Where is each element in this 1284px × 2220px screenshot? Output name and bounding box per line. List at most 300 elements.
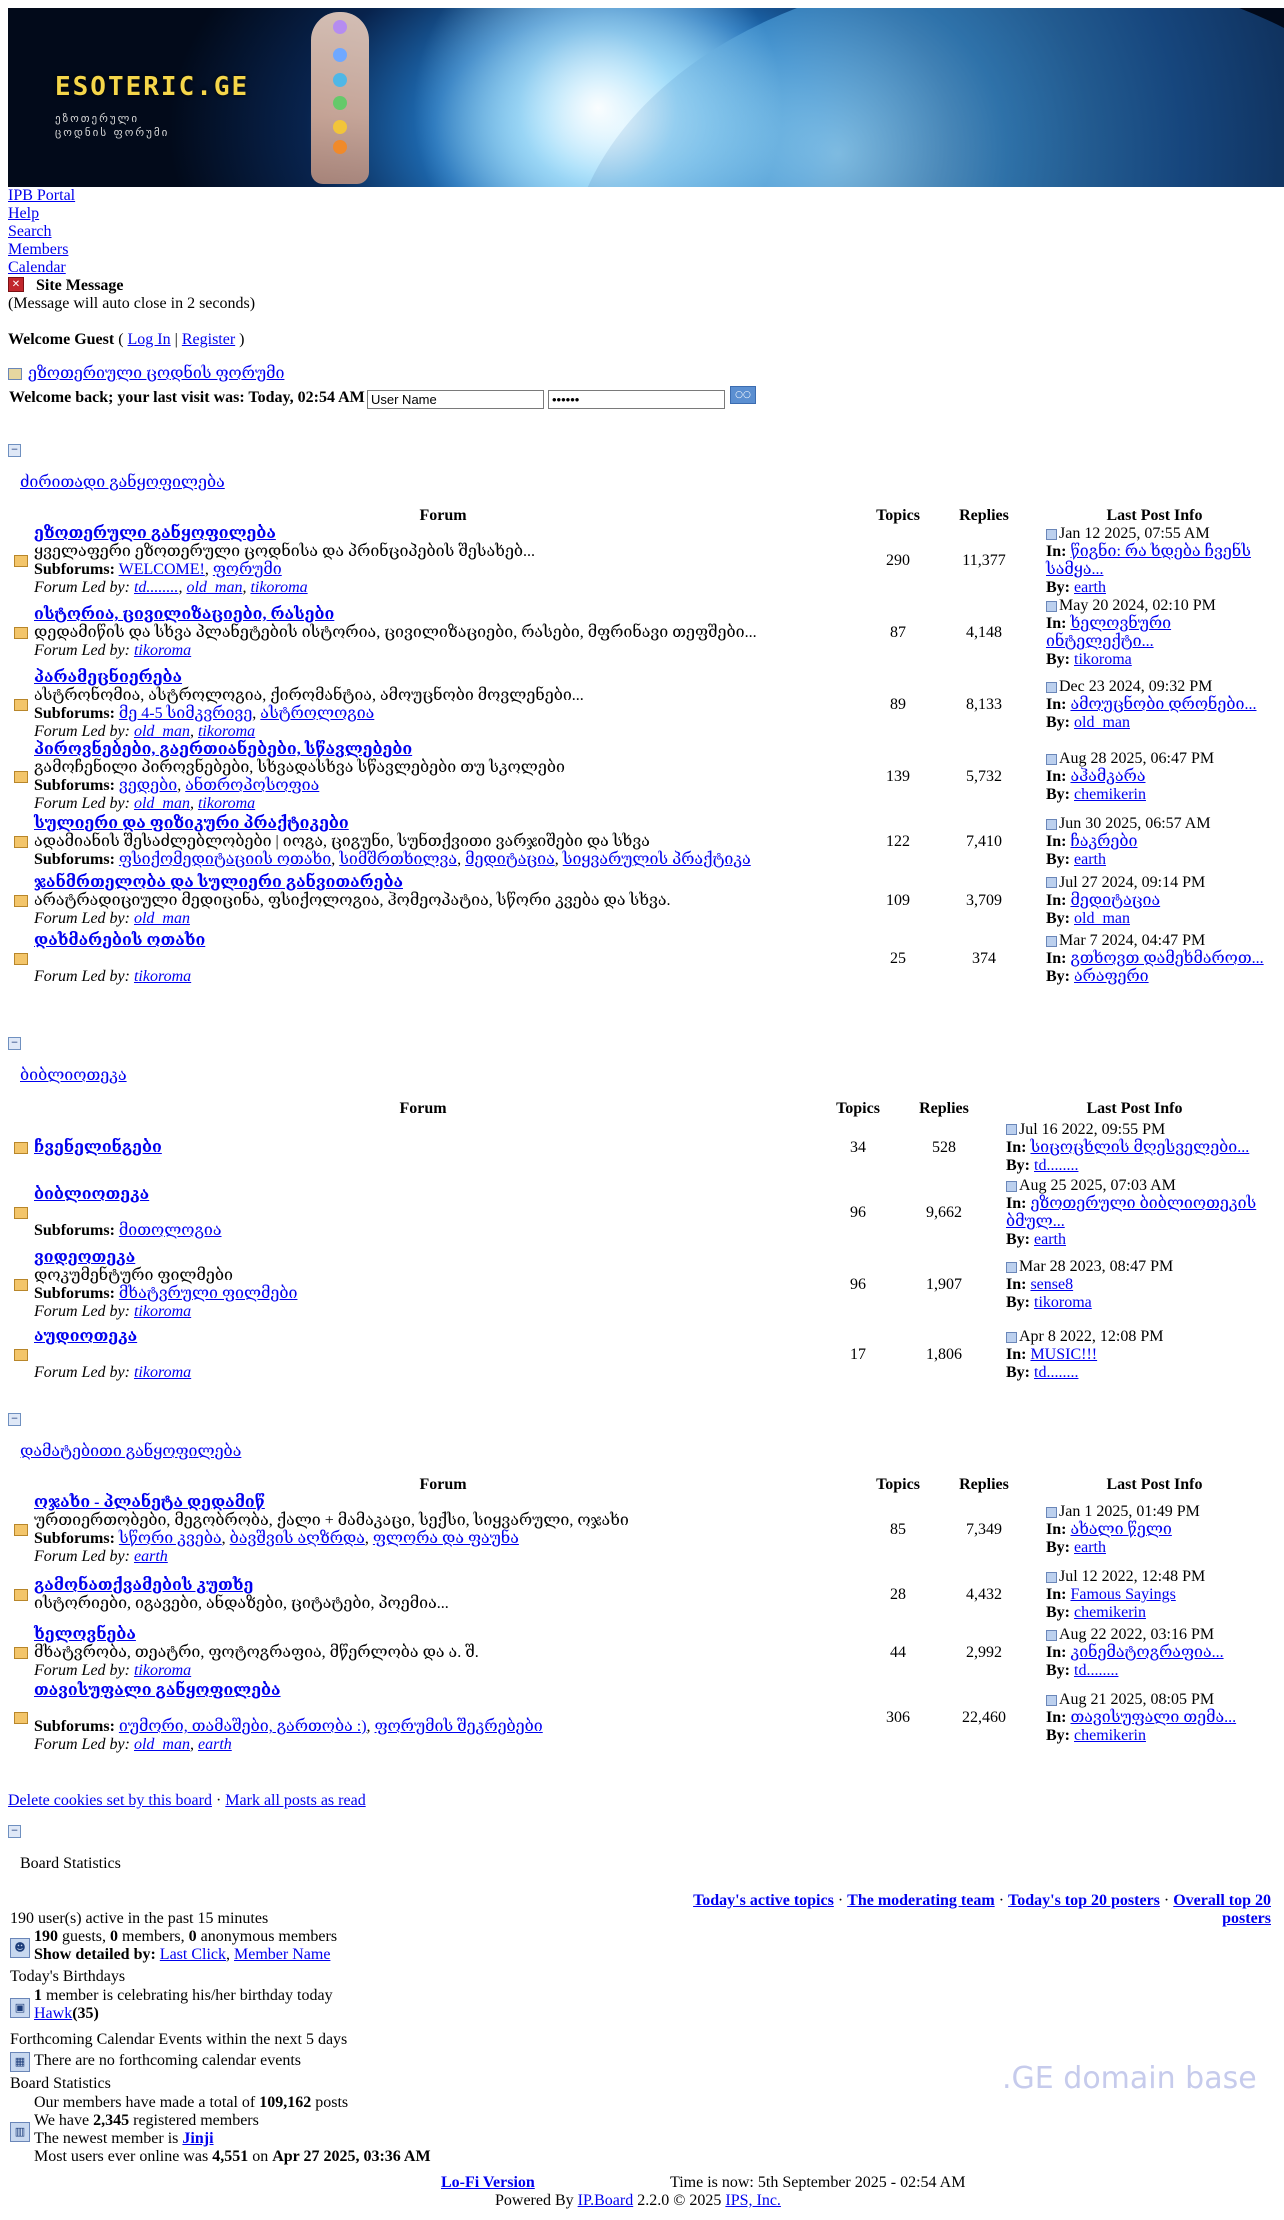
forum-table-header: [8, 507, 1279, 525]
last-post-icon[interactable]: [1046, 1507, 1057, 1518]
forum-description: ადამიანის შესაძლებლობები | იოგა, ციგუნი, სუნთქვითი ვარჯიშები და სხვა: [34, 833, 650, 850]
last-post-topic-link[interactable]: თავისუფალი თემა...: [1070, 1709, 1237, 1726]
site-message-note: (Message will auto close in 2 seconds): [8, 295, 256, 312]
subforum-link[interactable]: მე 4-5 სიმკვრივე: [118, 705, 253, 722]
lofi-link[interactable]: Lo-Fi Version: [441, 2174, 535, 2191]
powered-by-text: Powered By: [495, 2192, 574, 2209]
moderator-link[interactable]: old_man: [133, 795, 190, 812]
last-post-icon[interactable]: [1046, 1572, 1057, 1583]
forum-row: [8, 871, 1279, 930]
moderator-link[interactable]: tikoroma: [133, 968, 192, 985]
forum-description: არატრადიციული მედიცინა, ფსიქოლოგია, ჰომეოპატია, სწორი კვება და სხვა.: [34, 891, 671, 909]
column-header-topics: Topics: [876, 507, 920, 524]
by-label: By:: [1046, 714, 1070, 731]
last-post-cell: [1030, 1624, 1279, 1682]
moderating-team-link[interactable]: The moderating team: [847, 1892, 995, 1909]
in-label: In:: [1046, 950, 1067, 967]
led-by-label: Forum Led by:: [34, 723, 130, 740]
led-by-label: Forum Led by:: [34, 579, 130, 596]
topics-count: 306: [886, 1709, 910, 1726]
last-post-icon[interactable]: [1006, 1262, 1017, 1273]
moderator-link[interactable]: old_man: [133, 1736, 190, 1753]
chakra-icon: [333, 140, 347, 154]
forum-folder-icon: [14, 771, 28, 783]
subforum-link[interactable]: ასტროლოგია: [260, 705, 375, 722]
forum-info-cell: [28, 1624, 858, 1682]
forum-led-by: Forum Led by: td........, old_man, tikoroma: [34, 579, 308, 596]
close-icon[interactable]: ✕: [8, 277, 24, 292]
birthday-user-link[interactable]: Hawk: [34, 2005, 73, 2022]
column-header-replies: Replies: [959, 1476, 1009, 1493]
nav-ipb-portal[interactable]: IPB Portal: [8, 187, 76, 204]
last-post-author-link[interactable]: td........: [1074, 1662, 1119, 1679]
in-label: In:: [1006, 1276, 1027, 1293]
moderator-link[interactable]: earth: [133, 1548, 168, 1565]
forum-name-link[interactable]: ოჯახი - პლანეტა დედამიწ: [34, 1494, 265, 1511]
forum-name-link[interactable]: სულიერი და ფიზიკური პრაქტიკები: [34, 815, 349, 832]
forum-info-cell: [28, 871, 858, 930]
forum-folder-icon: [14, 1712, 28, 1724]
subforum-link[interactable]: იუმორი, თამაშები, გართობა :): [118, 1718, 367, 1735]
last-post-date: Jun 30 2025, 06:57 AM: [1059, 815, 1211, 832]
forum-info-cell: [28, 597, 858, 669]
last-post-topic-link[interactable]: ჩაკრები: [1070, 833, 1138, 850]
column-header-forum: Forum: [419, 1476, 467, 1493]
forum-row: [8, 1118, 1279, 1177]
forum-led-by: [34, 1303, 818, 1321]
subforum-link[interactable]: მითოლოგია: [118, 1222, 222, 1239]
login-go-button[interactable]: ○○: [730, 386, 756, 404]
last-post-date: May 20 2024, 02:10 PM: [1059, 597, 1216, 614]
last-post-icon[interactable]: [1046, 877, 1057, 888]
subforums-label: Subforums:: [34, 1718, 115, 1735]
chakra-icon: [333, 20, 347, 34]
last-post-topic-link[interactable]: sense8: [1030, 1276, 1074, 1293]
subforums-line: Subforums: სწორი კვება, ბავშვის აღზრდა, ფლორა და ფაუნა: [34, 1530, 519, 1547]
forum-folder-icon: [14, 1349, 28, 1361]
forum-name-link[interactable]: ხელოვნება: [34, 1626, 136, 1643]
forum-info-cell: [28, 813, 858, 871]
last-post-author-link[interactable]: chemikerin: [1074, 1604, 1146, 1621]
forum-status-cell: [8, 1177, 28, 1249]
moderator-link[interactable]: tikoroma: [133, 1662, 192, 1679]
last-visit-text: Welcome back; your last visit was: Today, 02:54 AM: [9, 389, 365, 406]
last-post-author-link[interactable]: chemikerin: [1074, 1727, 1146, 1744]
column-header-last-post: Last Post Info: [1086, 1100, 1183, 1117]
last-post-icon[interactable]: [1046, 601, 1057, 612]
collapse-icon[interactable]: −: [8, 1413, 21, 1426]
forum-name-link[interactable]: აუდიოთეკა: [34, 1328, 138, 1345]
last-post-date: Aug 21 2025, 08:05 PM: [1059, 1691, 1215, 1708]
calendar-header: Forthcoming Calendar Events within the next 5 days: [10, 2031, 348, 2048]
newest-member-link[interactable]: Jinji: [182, 2130, 214, 2147]
led-by-label: Forum Led by:: [34, 909, 130, 927]
moderator-link[interactable]: tikoroma: [197, 723, 256, 740]
last-post-cell: [990, 1321, 1279, 1389]
by-label: By:: [1046, 1539, 1070, 1556]
nav-calendar[interactable]: Calendar: [8, 259, 66, 276]
nav-search[interactable]: Search: [8, 223, 52, 240]
last-post-cell: [1030, 871, 1279, 930]
birthday-age: (35): [72, 2005, 99, 2022]
forum-row: [8, 1494, 1279, 1566]
forum-row: [8, 1249, 1279, 1321]
ips-link[interactable]: IPS, Inc.: [725, 2192, 781, 2209]
forum-led-by: [34, 1662, 858, 1680]
forum-description: მხატვრობა, თეატრი, ფოტოგრაფია, მწერლობა და ა. შ.: [34, 1644, 479, 1661]
in-label: In:: [1046, 1644, 1067, 1661]
replies-count: 3,709: [966, 891, 1002, 909]
forum-name-link[interactable]: პიროვნებები, გაერთიანებები, სწავლებები: [34, 741, 413, 758]
last-post-cell: [1030, 669, 1279, 741]
category-title[interactable]: ბიბლიოთეკა: [20, 1067, 127, 1084]
forum-name-link[interactable]: ჯანმრთელობა და სულიერი განვითარება: [34, 873, 403, 891]
replies-count: 7,349: [966, 1521, 1002, 1538]
last-post-cell: [990, 1249, 1279, 1321]
forum-row: [8, 1682, 1279, 1754]
subforums-label: Subforums:: [34, 1530, 115, 1547]
replies-count: 2,992: [966, 1644, 1002, 1661]
last-post-topic-link[interactable]: მედიტაცია: [1070, 891, 1161, 909]
last-post-author-link[interactable]: old_man: [1074, 909, 1130, 927]
subforum-link[interactable]: WELCOME!: [118, 561, 205, 578]
subforums-line: Subforums: იუმორი, თამაშები, გართობა :), ფორუმის შეკრებები: [34, 1718, 543, 1735]
site-logo-subtitle: [55, 112, 169, 140]
in-label: In:: [1046, 1586, 1067, 1603]
last-post-author-link[interactable]: td........: [1034, 1156, 1079, 1174]
subforum-link[interactable]: სიმშრთხილვა: [339, 851, 458, 868]
forum-info-cell: [28, 1321, 818, 1389]
last-post-topic-link[interactable]: გთხოვთ დამეხმაროთ...: [1070, 950, 1264, 967]
last-post-topic-link[interactable]: Famous Sayings: [1070, 1586, 1176, 1603]
calendar-none: There are no forthcoming calendar events: [34, 2052, 301, 2069]
by-label: By:: [1046, 1727, 1070, 1744]
board-stats-block: [34, 2094, 431, 2166]
spacer: [34, 1346, 818, 1364]
by-label: By:: [1046, 1662, 1070, 1679]
spacer: [34, 950, 858, 968]
forum-name-link[interactable]: ჩვენელინგები: [34, 1138, 162, 1156]
birthdays-header: Today's Birthdays: [10, 1968, 126, 1985]
board-home-link[interactable]: ეზოთერიული ცოდნის ფორუმი: [28, 365, 285, 382]
column-header-icon: [8, 507, 28, 525]
forum-row: [8, 1566, 1279, 1624]
last-post-topic-link[interactable]: ხელოვნური ინტელექტი...: [1046, 615, 1172, 650]
welcome-guest: [8, 331, 245, 349]
last-post-date: Dec 23 2024, 09:32 PM: [1059, 678, 1213, 695]
forum-name-link[interactable]: დახმარების ოთახი: [34, 932, 206, 949]
last-post-date: Jul 16 2022, 09:55 PM: [1019, 1120, 1166, 1138]
username-input[interactable]: [367, 390, 544, 409]
subforum-link[interactable]: ფორუმი: [212, 561, 282, 578]
last-post-date: Jan 12 2025, 07:55 AM: [1059, 525, 1210, 542]
in-label: In:: [1046, 833, 1067, 850]
subforum-link[interactable]: სიყვარულის პრაქტიკა: [562, 851, 751, 868]
site-message: [8, 277, 255, 313]
subforum-link[interactable]: ანთროპოსოფია: [185, 777, 320, 794]
last-post-cell: [1030, 597, 1279, 669]
forum-name-link[interactable]: პარამეცნიერება: [34, 669, 183, 686]
moderator-link[interactable]: old_man: [186, 579, 243, 596]
last-post-date: Jul 27 2024, 09:14 PM: [1059, 873, 1206, 891]
forum-name-link[interactable]: თავისუფალი განყოფილება: [34, 1682, 281, 1699]
last-post-date: Aug 22 2022, 03:16 PM: [1059, 1626, 1215, 1643]
mark-read-link[interactable]: Mark all posts as read: [225, 1792, 366, 1809]
replies-count: 528: [932, 1138, 956, 1156]
last-post-date: Jan 1 2025, 01:49 PM: [1059, 1503, 1200, 1520]
last-post-icon[interactable]: [1006, 1181, 1017, 1192]
ipboard-link[interactable]: IP.Board: [577, 2192, 634, 2209]
in-label: In:: [1046, 891, 1067, 909]
login-link[interactable]: Log In: [127, 331, 171, 348]
last-post-author-link[interactable]: tikoroma: [1034, 1294, 1092, 1311]
led-by-label: Forum Led by:: [34, 1548, 130, 1565]
last-post-topic-link[interactable]: აჰამკარა: [1070, 768, 1146, 785]
logo-subtitle-line2: ცოდნის ფორუმი: [55, 126, 170, 139]
subforum-link[interactable]: ფორუმის შეკრებები: [374, 1718, 543, 1735]
light-glow: [388, 8, 808, 187]
most-on: on: [252, 2148, 269, 2165]
column-header-replies: Replies: [919, 1100, 969, 1117]
column-header-forum: Forum: [399, 1100, 447, 1117]
header-banner[interactable]: [8, 8, 1284, 187]
moderator-link[interactable]: tikoroma: [133, 1303, 192, 1320]
last-post-icon[interactable]: [1046, 819, 1057, 830]
moderator-link[interactable]: old_man: [133, 909, 190, 927]
topics-count: 87: [890, 624, 906, 641]
nav-members[interactable]: Members: [8, 241, 69, 258]
subforums-label: Subforums:: [34, 1222, 115, 1239]
collapse-icon[interactable]: −: [8, 1037, 21, 1050]
subforums-line: [34, 1285, 818, 1303]
forum-name-link[interactable]: ვიდეოთეკა: [34, 1249, 136, 1266]
forum-folder-icon: [14, 895, 28, 907]
replies-count: 1,806: [926, 1346, 962, 1363]
last-post-topic-link[interactable]: MUSIC!!!: [1030, 1346, 1098, 1363]
logo-subtitle-line1: ეზოთერული: [55, 112, 140, 125]
last-post-cell: [1030, 813, 1279, 871]
most-online-date: Apr 27 2025, 03:36 AM: [272, 2148, 431, 2165]
category-title[interactable]: დამატებითი განყოფილება: [20, 1443, 242, 1460]
forum-folder-icon: [14, 555, 28, 567]
reg-count: 2,345: [93, 2112, 130, 2129]
top20-today-link[interactable]: Today's top 20 posters: [1008, 1892, 1160, 1909]
chakra-icon: [333, 96, 347, 110]
last-post-author-link[interactable]: tikoroma: [1074, 651, 1132, 668]
last-post-date: Aug 28 2025, 06:47 PM: [1059, 750, 1215, 767]
top-nav: [8, 187, 75, 277]
by-label: By:: [1006, 1364, 1030, 1381]
forum-folder-icon: [14, 1279, 28, 1291]
forum-status-cell: [8, 1682, 28, 1754]
last-post-date: Mar 7 2024, 04:47 PM: [1059, 932, 1206, 949]
last-post-cell: [1030, 1494, 1279, 1566]
last-post-author-link[interactable]: chemikerin: [1074, 786, 1146, 803]
forum-name-link[interactable]: ისტორია, ცივილიზაციები, რასები: [34, 606, 335, 623]
subforum-link[interactable]: ვედები: [118, 777, 178, 794]
last-post-cell: [1030, 525, 1279, 597]
last-post-author-link[interactable]: არაფერი: [1074, 968, 1149, 985]
last-post-date: Jul 12 2022, 12:48 PM: [1059, 1568, 1206, 1585]
last-post-icon[interactable]: [1046, 682, 1057, 693]
subforum-link[interactable]: სწორი კვება: [118, 1530, 222, 1547]
moderator-link[interactable]: old_man: [133, 723, 190, 740]
last-post-icon[interactable]: [1046, 754, 1057, 765]
last-post-topic-link[interactable]: წიგნი: რა ხდება ჩვენს სამყა...: [1046, 543, 1251, 578]
member-name-link[interactable]: Member Name: [234, 1946, 331, 1963]
last-post-topic-link[interactable]: სიცოცხლის მღესველები...: [1030, 1138, 1250, 1156]
delete-cookies-link[interactable]: Delete cookies set by this board: [8, 1792, 212, 1809]
last-post-icon[interactable]: [1046, 936, 1057, 947]
in-label: In:: [1046, 543, 1067, 560]
members-count: 0: [110, 1928, 118, 1945]
by-label: By:: [1046, 968, 1070, 985]
by-label: By:: [1006, 1156, 1030, 1174]
subforums-label: Subforums:: [34, 851, 115, 868]
moderator-link[interactable]: td........: [133, 579, 179, 596]
moderator-link[interactable]: tikoroma: [197, 795, 256, 812]
column-header-last-post: Last Post Info: [1106, 1476, 1203, 1493]
forum-info-cell: [28, 1682, 858, 1754]
forum-name-link[interactable]: ბიბლიოთეკა: [34, 1186, 150, 1203]
forum-led-by: Forum Led by: old_man, tikoroma: [34, 723, 256, 740]
birthdays-block: [34, 1987, 333, 2023]
forum-description: ისტორიები, იგავები, ანდაზები, ციტატები, პოემია...: [34, 1595, 449, 1612]
forum-led-by: [34, 910, 858, 928]
active-users-header: 190 user(s) active in the past 15 minutes: [10, 1910, 269, 1927]
replies-count: 22,460: [962, 1709, 1006, 1726]
last-post-icon[interactable]: [1046, 1695, 1057, 1706]
forum-name-link[interactable]: გამონათქვამების კუთხე: [34, 1577, 254, 1594]
collapse-icon[interactable]: −: [8, 444, 21, 457]
replies-count: 11,377: [962, 552, 1006, 569]
last-post-cell: [1030, 1566, 1279, 1624]
last-post-icon[interactable]: [1046, 529, 1057, 540]
collapse-icon[interactable]: −: [8, 1825, 21, 1838]
replies-count: 8,133: [966, 696, 1002, 713]
separator: |: [174, 331, 178, 348]
in-label: In:: [1046, 696, 1067, 713]
subforum-link[interactable]: ფლორა და ფაუნა: [372, 1530, 519, 1547]
nav-help[interactable]: Help: [8, 205, 40, 222]
forum-table-header: [8, 1476, 1279, 1494]
subforum-link[interactable]: ბავშვის აღზრდა: [229, 1530, 365, 1547]
paren: (: [118, 331, 124, 348]
newest-prefix: The newest member is: [34, 2130, 179, 2147]
last-post-author-link[interactable]: old_man: [1074, 714, 1130, 731]
site-message-title: Site Message: [36, 277, 124, 294]
by-label: By:: [1046, 851, 1070, 868]
replies-count: 5,732: [966, 768, 1002, 785]
replies-count: 4,432: [966, 1586, 1002, 1603]
forum-led-by: Forum Led by: old_man, earth: [34, 1736, 232, 1753]
column-header-forum: Forum: [419, 507, 467, 524]
last-post-icon[interactable]: [1006, 1332, 1017, 1343]
last-post-icon[interactable]: [1046, 1630, 1057, 1641]
guests-count: 190: [34, 1928, 58, 1945]
moderator-link[interactable]: earth: [197, 1736, 232, 1753]
reg-suffix: registered members: [133, 2112, 259, 2129]
forum-status-cell: [8, 1249, 28, 1321]
subforum-link[interactable]: მედიტაცია: [465, 851, 555, 868]
led-by-label: Forum Led by:: [34, 1364, 130, 1381]
column-header-topics: Topics: [876, 1476, 920, 1493]
led-by-label: Forum Led by:: [34, 1662, 130, 1679]
category-title[interactable]: ძირითადი განყოფილება: [20, 474, 225, 491]
last-post-author-link[interactable]: earth: [1074, 851, 1106, 868]
led-by-label: Forum Led by:: [34, 642, 130, 659]
active-topics-link[interactable]: Today's active topics: [693, 1892, 834, 1909]
forum-status-cell: [8, 597, 28, 669]
last-post-cell: [1030, 741, 1279, 813]
password-input[interactable]: [548, 390, 725, 409]
footer-lofi: [441, 2174, 535, 2192]
forum-info-cell: [28, 1566, 858, 1624]
forum-status-cell: [8, 1494, 28, 1566]
moderator-link[interactable]: tikoroma: [133, 642, 192, 659]
last-post-topic-link[interactable]: კინემატოგრაფია...: [1070, 1644, 1224, 1661]
board-actions: [8, 1792, 366, 1810]
last-post-topic-link[interactable]: ახალი წელი: [1070, 1521, 1172, 1538]
moderator-link[interactable]: tikoroma: [250, 579, 308, 596]
last-post-icon[interactable]: [1006, 1124, 1017, 1135]
subforum-link[interactable]: ფსიქომედიტაციის ოთახი: [118, 851, 332, 868]
stats-links: Today's active topics · The moderating team · Today's top 20 posters · Overall top 20 posters: [693, 1892, 1271, 1927]
version-text: 2.2.0 © 2025: [637, 2192, 726, 2209]
forum-led-by: Forum Led by: old_man, tikoroma: [34, 795, 256, 812]
register-link[interactable]: Register: [181, 331, 236, 348]
stats-chart-icon: ▥: [10, 2122, 30, 2142]
forum-row: [8, 597, 1279, 669]
column-header-last-post: Last Post Info: [1106, 507, 1203, 524]
last-post-author-link[interactable]: earth: [1074, 1539, 1106, 1556]
last-post-author-link[interactable]: td........: [1034, 1364, 1079, 1381]
subforums-line: [34, 1222, 818, 1240]
in-label: In:: [1046, 768, 1067, 785]
reg-prefix: We have: [34, 2112, 90, 2129]
forum-name-link[interactable]: ეზოთერული განყოფილება: [34, 525, 276, 542]
last-post-topic-link[interactable]: ეზოთერული ბიბლიოთეკის ბმულ...: [1006, 1195, 1257, 1230]
members-label: members,: [122, 1928, 185, 1945]
moderator-link[interactable]: tikoroma: [133, 1364, 192, 1381]
forum-table: [8, 1100, 1279, 1389]
column-header-icon: [8, 1476, 28, 1494]
subforum-link[interactable]: მხატვრული ფილმები: [118, 1285, 298, 1302]
topics-count: 44: [890, 1644, 906, 1661]
last-post-author-link[interactable]: earth: [1074, 579, 1106, 596]
forum-folder-icon: [14, 1647, 28, 1659]
last-click-link[interactable]: Last Click: [159, 1946, 227, 1963]
forum-folder-icon: [14, 1207, 28, 1219]
replies-count: 4,148: [966, 624, 1002, 641]
by-label: By:: [1046, 579, 1070, 596]
last-post-topic-link[interactable]: ამოუცნობი დრონები...: [1070, 696, 1257, 713]
posts-suffix: posts: [315, 2094, 349, 2111]
column-header-replies: Replies: [959, 507, 1009, 524]
top20-overall-link[interactable]: Overall top 20 posters: [1173, 1892, 1271, 1927]
topics-count: 25: [890, 950, 906, 967]
forum-description: დოკუმენტური ფილმები: [34, 1267, 233, 1284]
welcome-text: Welcome Guest: [8, 331, 115, 348]
forum-info-cell: [28, 669, 858, 741]
forum-row: [8, 1624, 1279, 1682]
forum-row: [8, 669, 1279, 741]
last-post-author-link[interactable]: earth: [1034, 1231, 1066, 1248]
forum-folder-icon: [14, 953, 28, 965]
paren: ): [239, 331, 245, 348]
subforums-label: Subforums:: [34, 777, 115, 794]
topics-count: 139: [886, 768, 910, 785]
